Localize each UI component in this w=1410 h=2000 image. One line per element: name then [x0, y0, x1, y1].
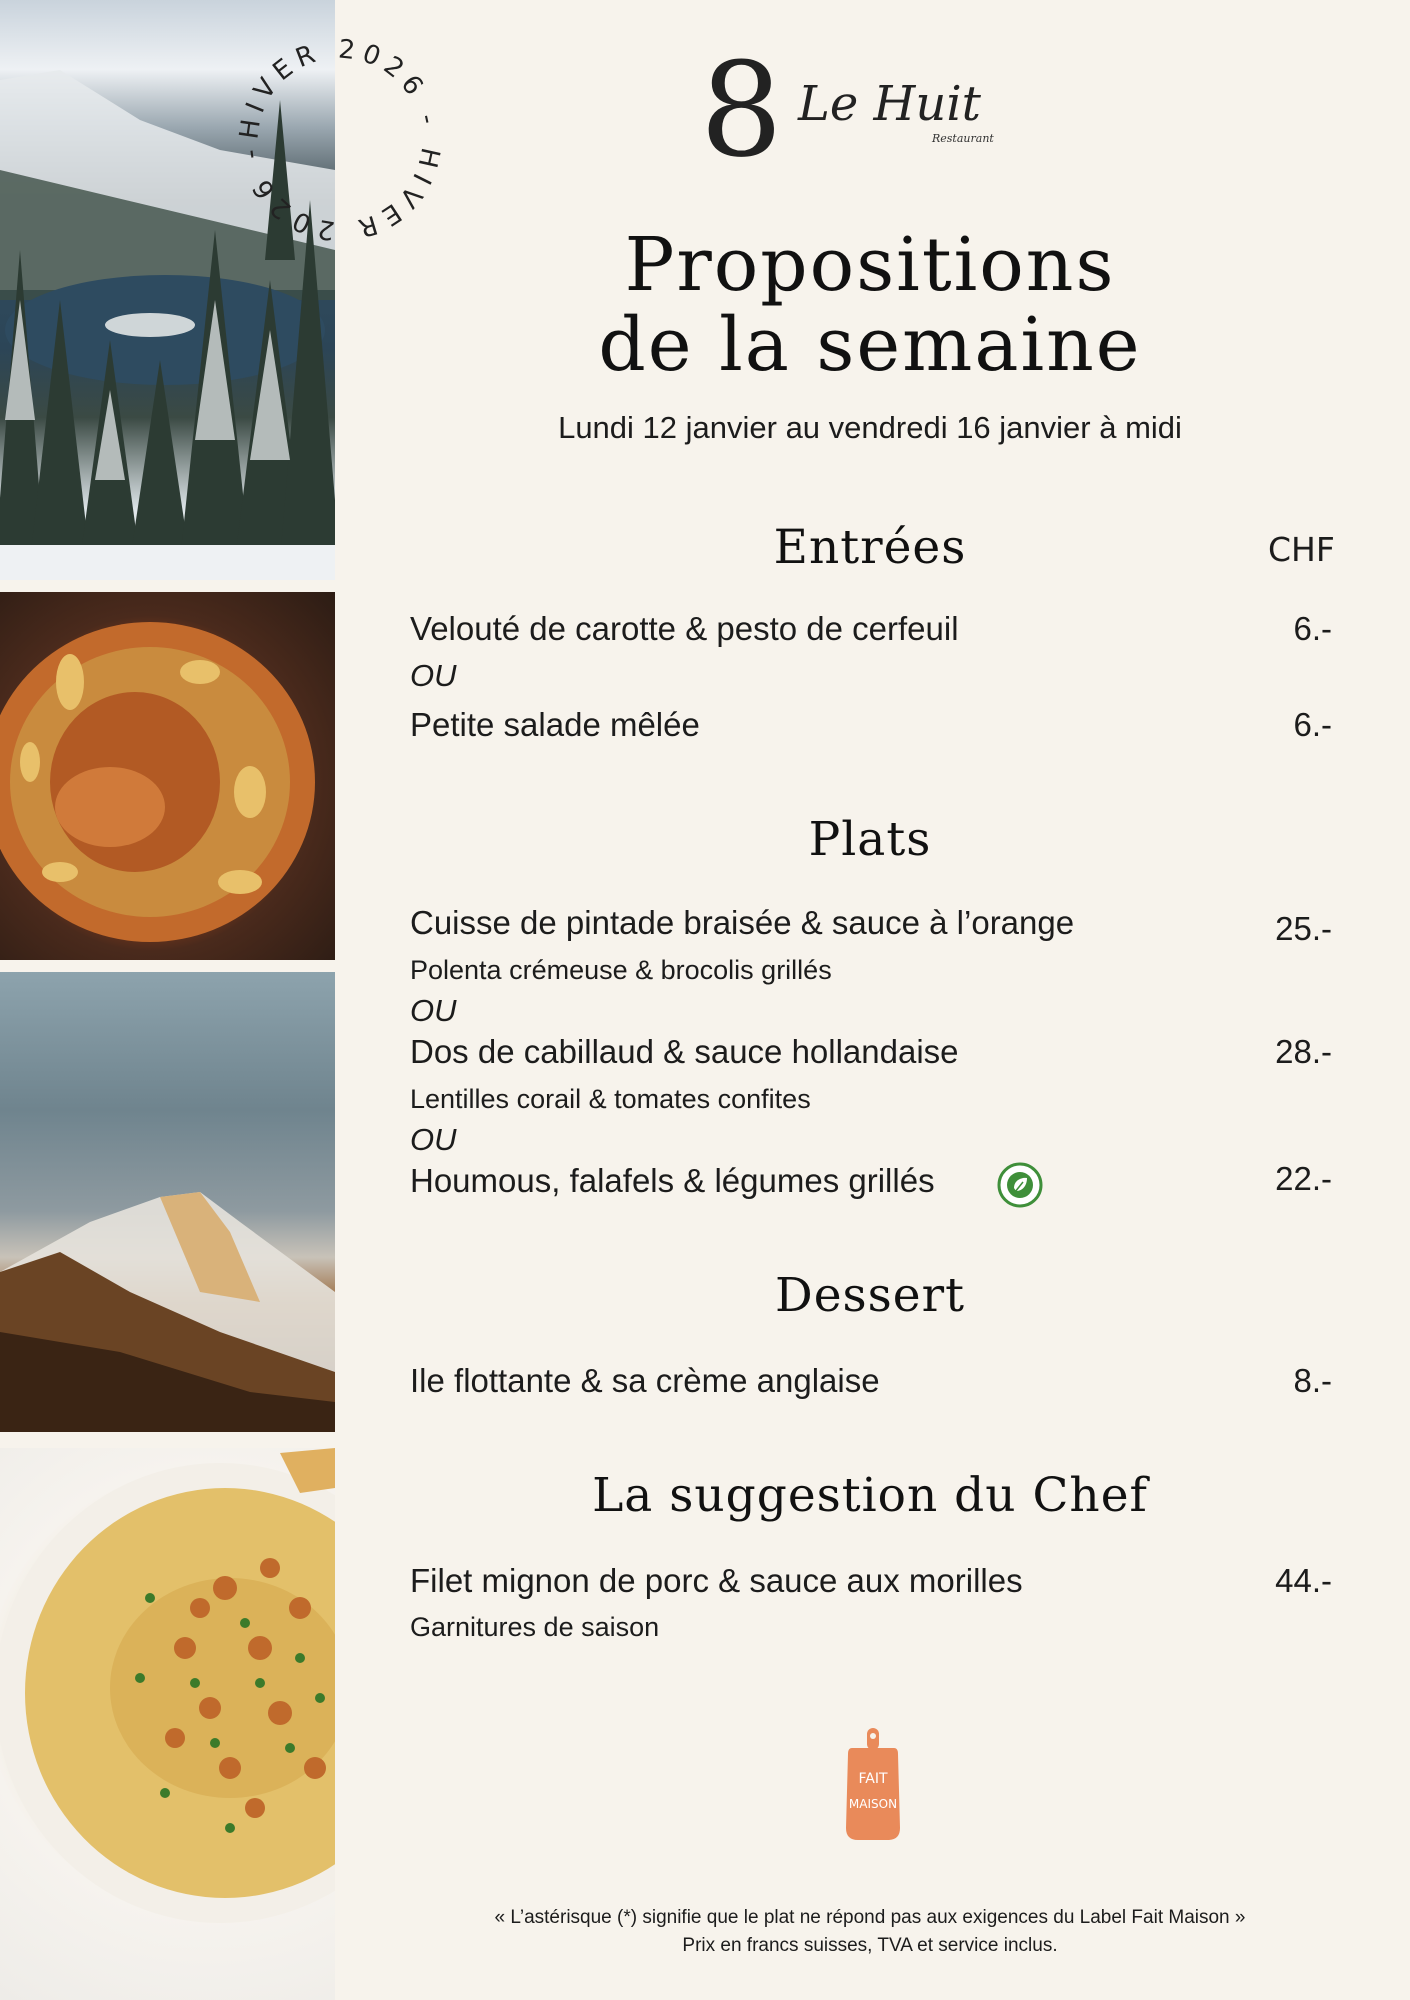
- menu-item-detail: Polenta crémeuse & brocolis grillés: [410, 955, 832, 985]
- menu-item-price: 25.-: [1275, 910, 1332, 947]
- restaurant-logo: [700, 34, 1000, 186]
- footer-prices-note: Prix en francs suisses, TVA et service inclus.: [682, 1935, 1058, 1956]
- svg-text:HIVER 2026 - HIVER 2026 -: [234, 34, 445, 245]
- menu-item-name: Velouté de carotte & pesto de cerfeuil: [410, 610, 959, 647]
- menu-item-name: Houmous, falafels & légumes grillés: [410, 1162, 935, 1199]
- section-heading-plats: Plats: [808, 812, 932, 867]
- menu-item-price: 6.-: [1293, 610, 1332, 647]
- badge-ring-text: HIVER 2026 - HIVER 2026 -: [234, 34, 446, 246]
- fait-maison-label-icon: [838, 1728, 908, 1846]
- menu-item-price: 28.-: [1275, 1033, 1332, 1070]
- menu-item-detail: Garnitures de saison: [410, 1612, 660, 1642]
- menu-item-price: 8.-: [1293, 1362, 1332, 1399]
- menu-item-price: 44.-: [1275, 1562, 1332, 1599]
- hummus-bowl-photo: [0, 1448, 335, 2000]
- mountain-peak-photo: [0, 972, 335, 1432]
- menu-item-detail: Lentilles corail & tomates confites: [410, 1084, 811, 1114]
- logo-numeral: 8: [700, 34, 783, 186]
- menu-item-name: Dos de cabillaud & sauce hollandaise: [410, 1033, 959, 1070]
- vegetarian-leaf-icon: [997, 1162, 1043, 1208]
- photo-strip: [0, 0, 335, 2000]
- footer-note: « L’astérisque (*) signifie que le plat ne répond pas aux exigences du Label Fait Maison »: [494, 1907, 1246, 1928]
- date-range: Lundi 12 janvier au vendredi 16 janvier à midi: [558, 410, 1182, 445]
- fait-maison-line1: FAIT: [858, 1771, 888, 1787]
- fait-maison-line2: MAISON: [848, 1797, 898, 1811]
- menu-item-name: Filet mignon de porc & sauce aux morilles: [410, 1562, 1023, 1599]
- menu-item-price: 6.-: [1293, 706, 1332, 743]
- logo-name: Le Huit: [798, 76, 981, 132]
- menu-item-price: 22.-: [1275, 1160, 1332, 1197]
- page-title-line2: de la semaine: [598, 302, 1142, 388]
- season-badge: [225, 25, 455, 255]
- page-title-line1: Propositions: [624, 222, 1116, 308]
- menu-item-name: Ile flottante & sa crème anglaise: [410, 1362, 880, 1399]
- menu-item-name: Petite salade mêlée: [410, 706, 700, 743]
- logo-tagline: Restaurant: [932, 132, 994, 145]
- menu-item-name: Cuisse de pintade braisée & sauce à l’orange: [410, 904, 1075, 941]
- section-heading-entrees: Entrées: [773, 520, 967, 575]
- section-heading-dessert: Dessert: [775, 1268, 965, 1323]
- section-heading-chef: La suggestion du Chef: [592, 1468, 1148, 1523]
- or-separator: OU: [410, 1122, 457, 1157]
- or-separator: OU: [410, 658, 457, 693]
- currency-label: CHF: [1268, 530, 1335, 569]
- roast-chicken-photo: [0, 592, 335, 960]
- or-separator: OU: [410, 993, 457, 1028]
